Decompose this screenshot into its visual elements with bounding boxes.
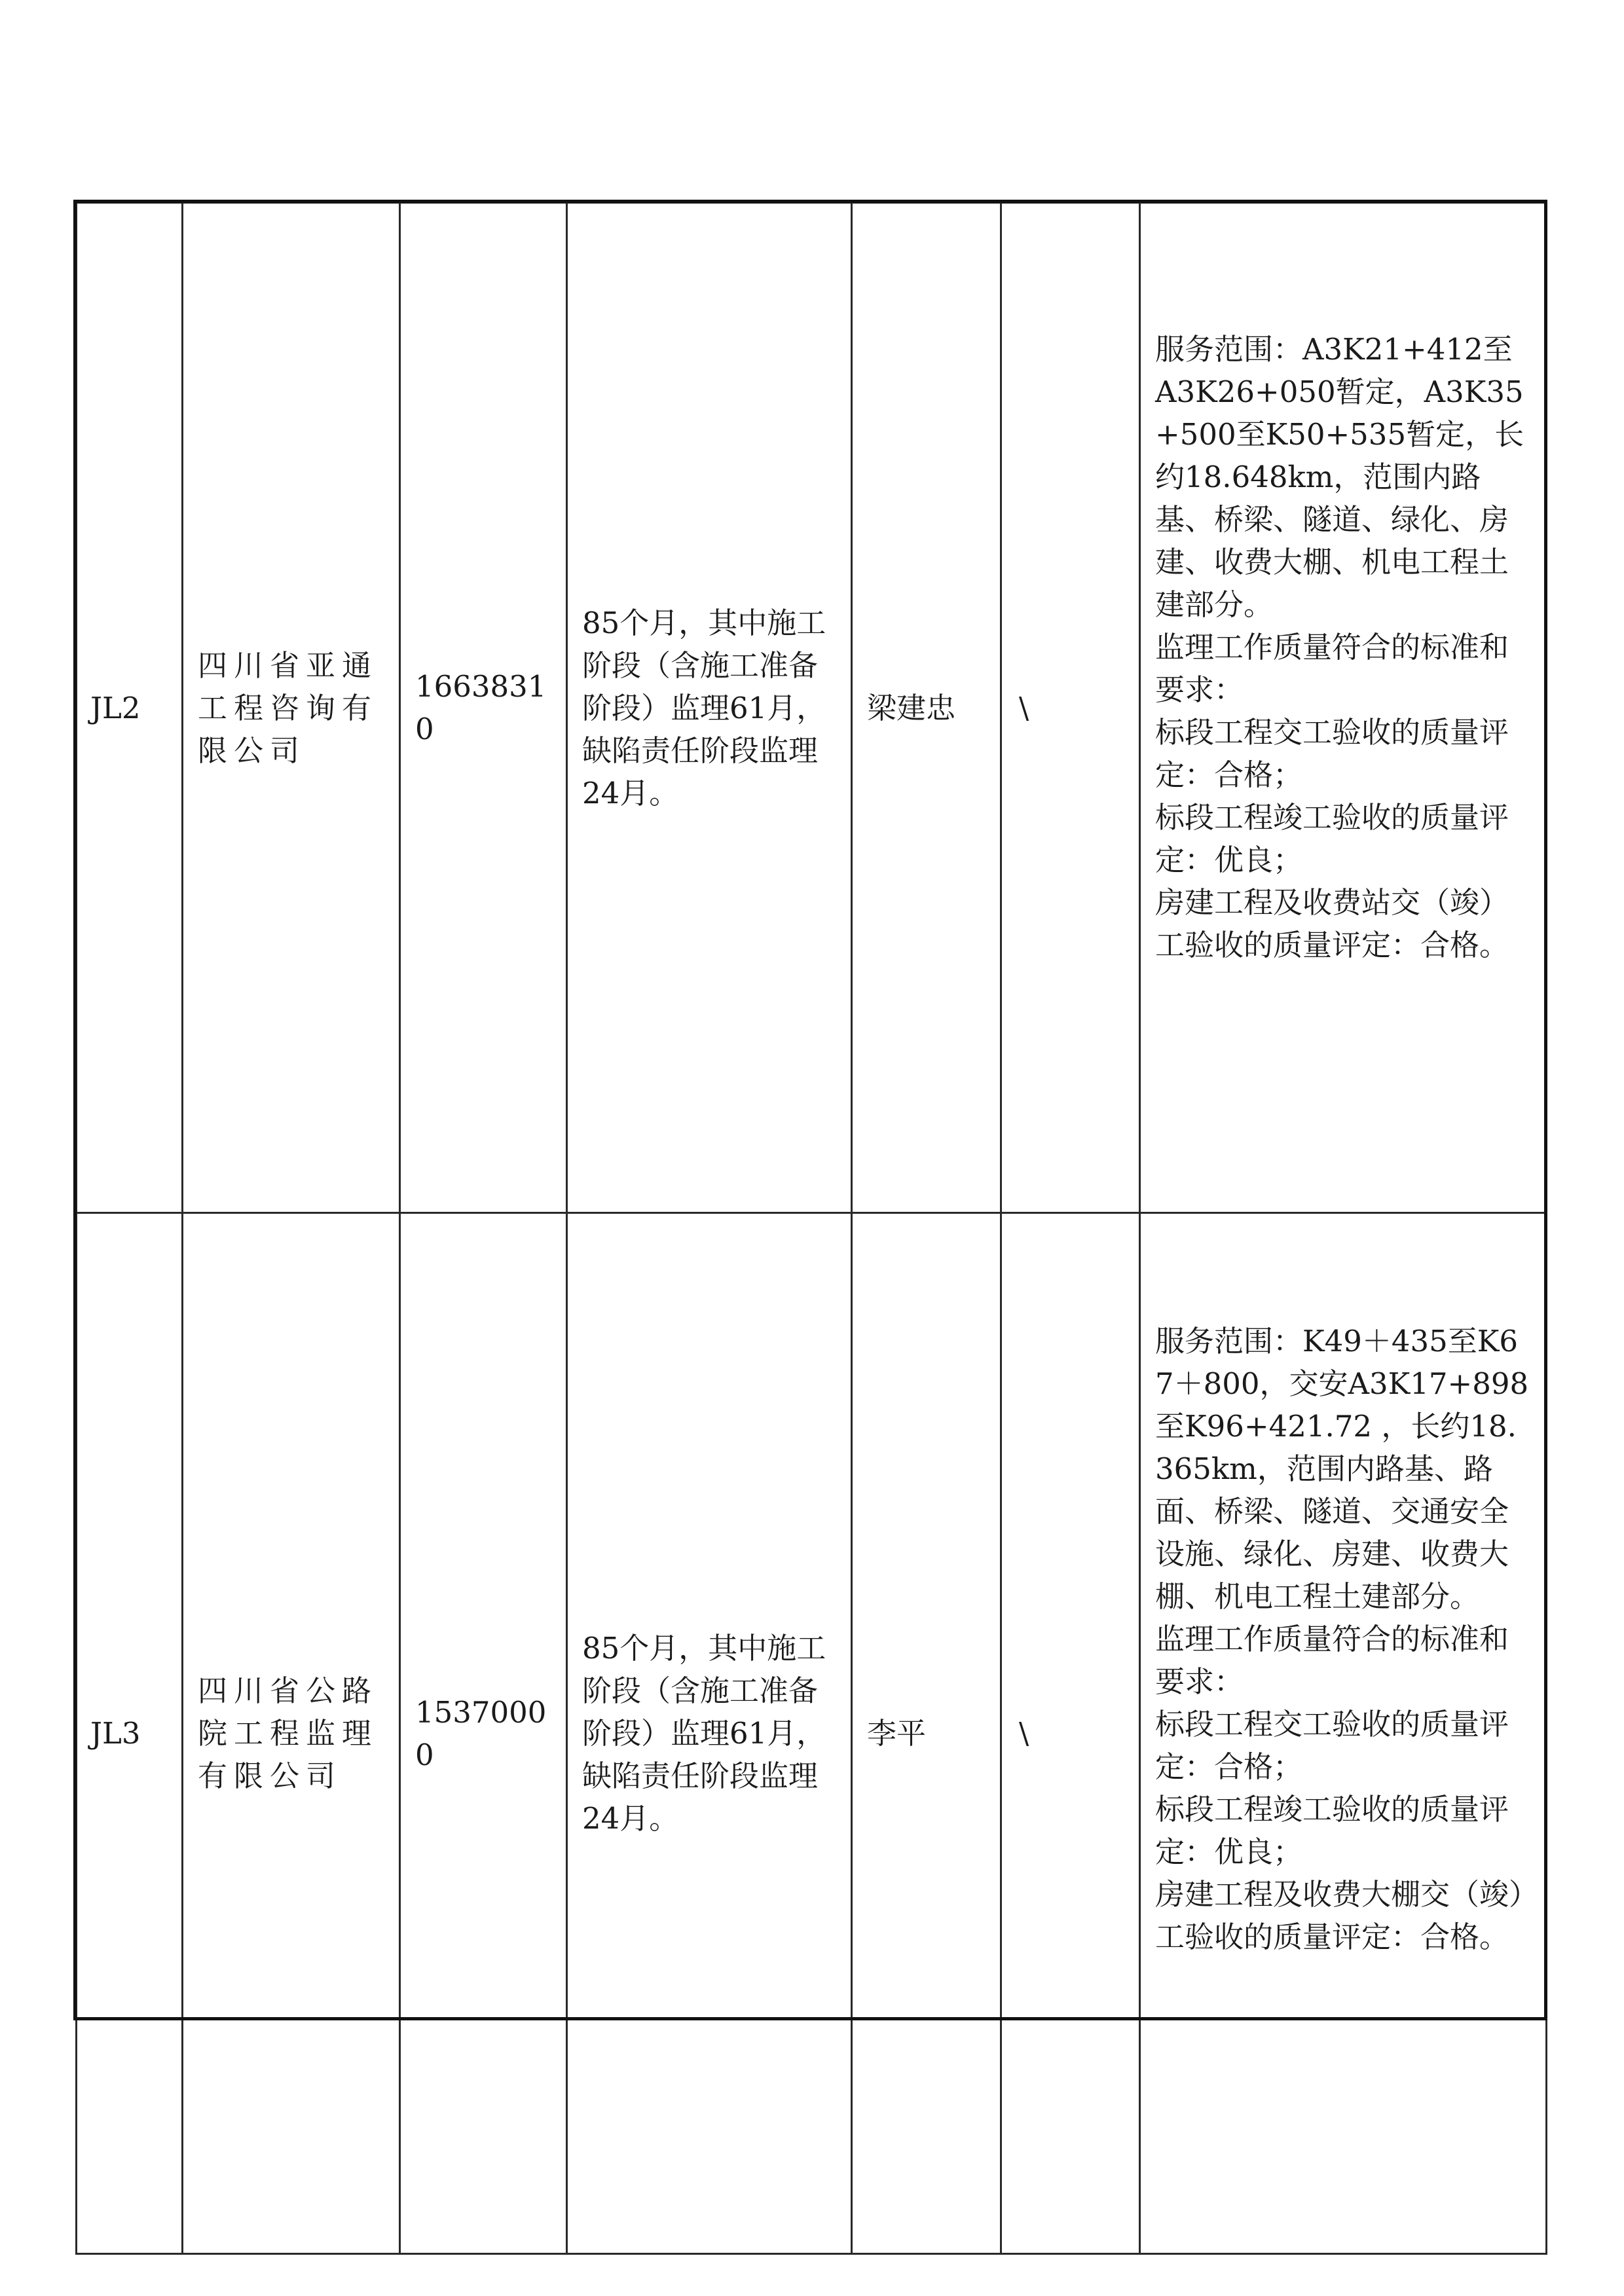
service-period: 85个月，其中施工阶段（含施工准备阶段）监理61月，缺陷责任阶段监理24月。 [567,203,852,1213]
scope-line: 房建工程及收费大棚交（竣）工验收的质量评定：合格。 [1155,1877,1524,1954]
other-field: \ [1001,203,1140,1213]
section-id: JL2 [77,203,183,1213]
service-scope [1140,203,1547,1213]
table-row [77,203,1547,1213]
scope-line: 标段工程交工验收的质量评定：合格； [1155,715,1509,792]
contract-amount: 16638310 [400,203,567,1213]
company-name: 四川省亚通工程咨询有限公司 [183,203,400,1213]
service-scope [1140,1213,1547,2254]
scope-line: 监理工作质量符合的标准和要求： [1155,1622,1509,1699]
table-row [77,1213,1547,2254]
other-field: \ [1001,1213,1140,2254]
scope-line: 标段工程交工验收的质量评定：合格； [1155,1707,1509,1784]
contract-amount: 15370000 [400,1213,567,2254]
chief-engineer: 梁建忠 [852,203,1001,1213]
scope-line: 房建工程及收费站交（竣）工验收的质量评定：合格。 [1155,885,1509,962]
scope-line: 服务范围：A3K21+412至A3K26+050暂定，A3K35+500至K50+535暂定，长约18.648km，范围内路基、桥梁、隧道、绿化、房建、收费大棚、机电工程土建部分。 [1155,332,1524,622]
section-id: JL3 [77,1213,183,2254]
scope-line: 监理工作质量符合的标准和要求： [1155,630,1509,707]
company-name: 四川省公路院工程监理有限公司 [183,1213,400,2254]
service-period: 85个月，其中施工阶段（含施工准备阶段）监理61月，缺陷责任阶段监理24月。 [567,1213,852,2254]
scope-line: 标段工程竣工验收的质量评定：优良； [1155,1792,1509,1869]
scope-line: 服务范围：K49＋435至K67＋800，交安A3K17+898至K96+421.72 ，长约18.365km，范围内路基、路面、桥梁、隧道、交通安全设施、绿化、房建、收费大棚、机电工程土建部分。 [1155,1324,1529,1614]
scope-line: 标段工程竣工验收的质量评定：优良； [1155,800,1509,877]
chief-engineer: 李平 [852,1213,1001,2254]
contract-table [75,202,1547,2255]
